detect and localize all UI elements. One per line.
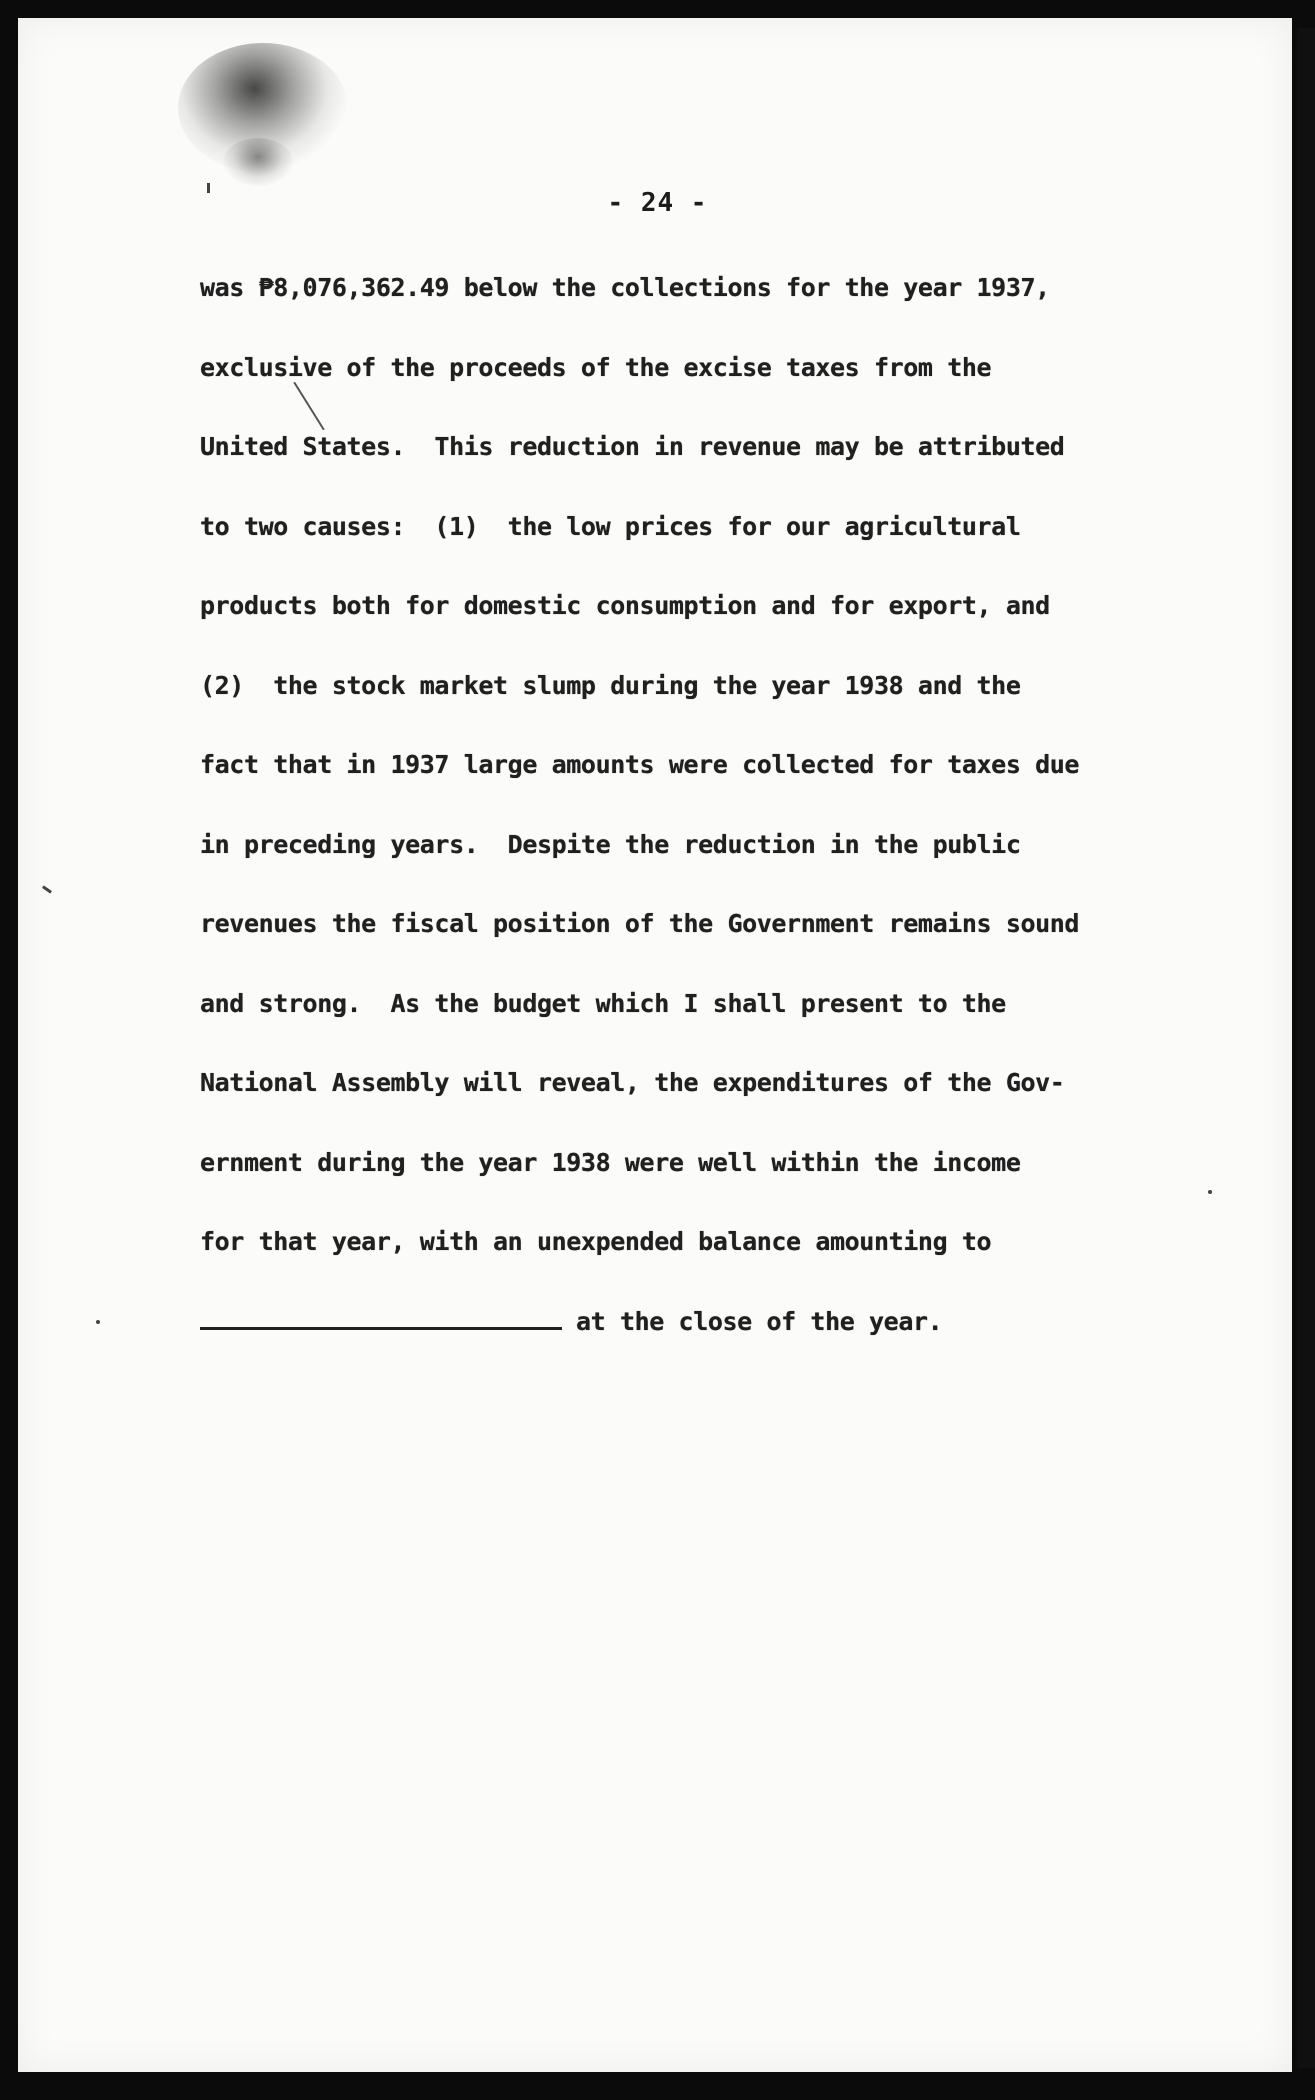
blank-fill-line: [200, 1305, 562, 1330]
ink-smudge-tail: [223, 138, 293, 186]
text-line: ernment during the year 1938 were well within the income: [200, 1147, 1021, 1177]
text-line: (2) the stock market slump during the year 1938 and the: [200, 670, 1021, 700]
text-line: in preceding years. Despite the reduction in the public: [200, 829, 1021, 859]
text-line: was ₱8,076,362.49 below the collections for the year 1937,: [200, 273, 1050, 302]
text-line-final-text: at the close of the year.: [576, 1306, 943, 1336]
text-line-final: [200, 1304, 1160, 1384]
body-text: [200, 270, 1160, 1383]
text-line: and strong. As the budget which I shall present to the: [200, 988, 1006, 1018]
text-line: products both for domestic consumption and for export, and: [200, 591, 1050, 620]
text-line: National Assembly will reveal, the expenditures of the Gov-: [200, 1068, 1065, 1097]
stray-mark: [1208, 1190, 1212, 1194]
text-line: United States. This reduction in revenue may be attributed: [200, 432, 1065, 461]
scan-edge-shadow: [1297, 28, 1315, 2068]
stray-mark: [96, 1320, 100, 1324]
text-line: exclusive of the proceeds of the excise taxes from the: [200, 352, 992, 382]
page-number: - 24 -: [607, 188, 708, 218]
text-line: for that year, with an unexpended balance amounting to: [200, 1227, 992, 1256]
text-line: to two causes: (1) the low prices for our agricultural: [200, 511, 1021, 541]
text-line: revenues the fiscal position of the Government remains sound: [200, 909, 1080, 938]
text-line: fact that in 1937 large amounts were collected for taxes due: [200, 750, 1080, 779]
